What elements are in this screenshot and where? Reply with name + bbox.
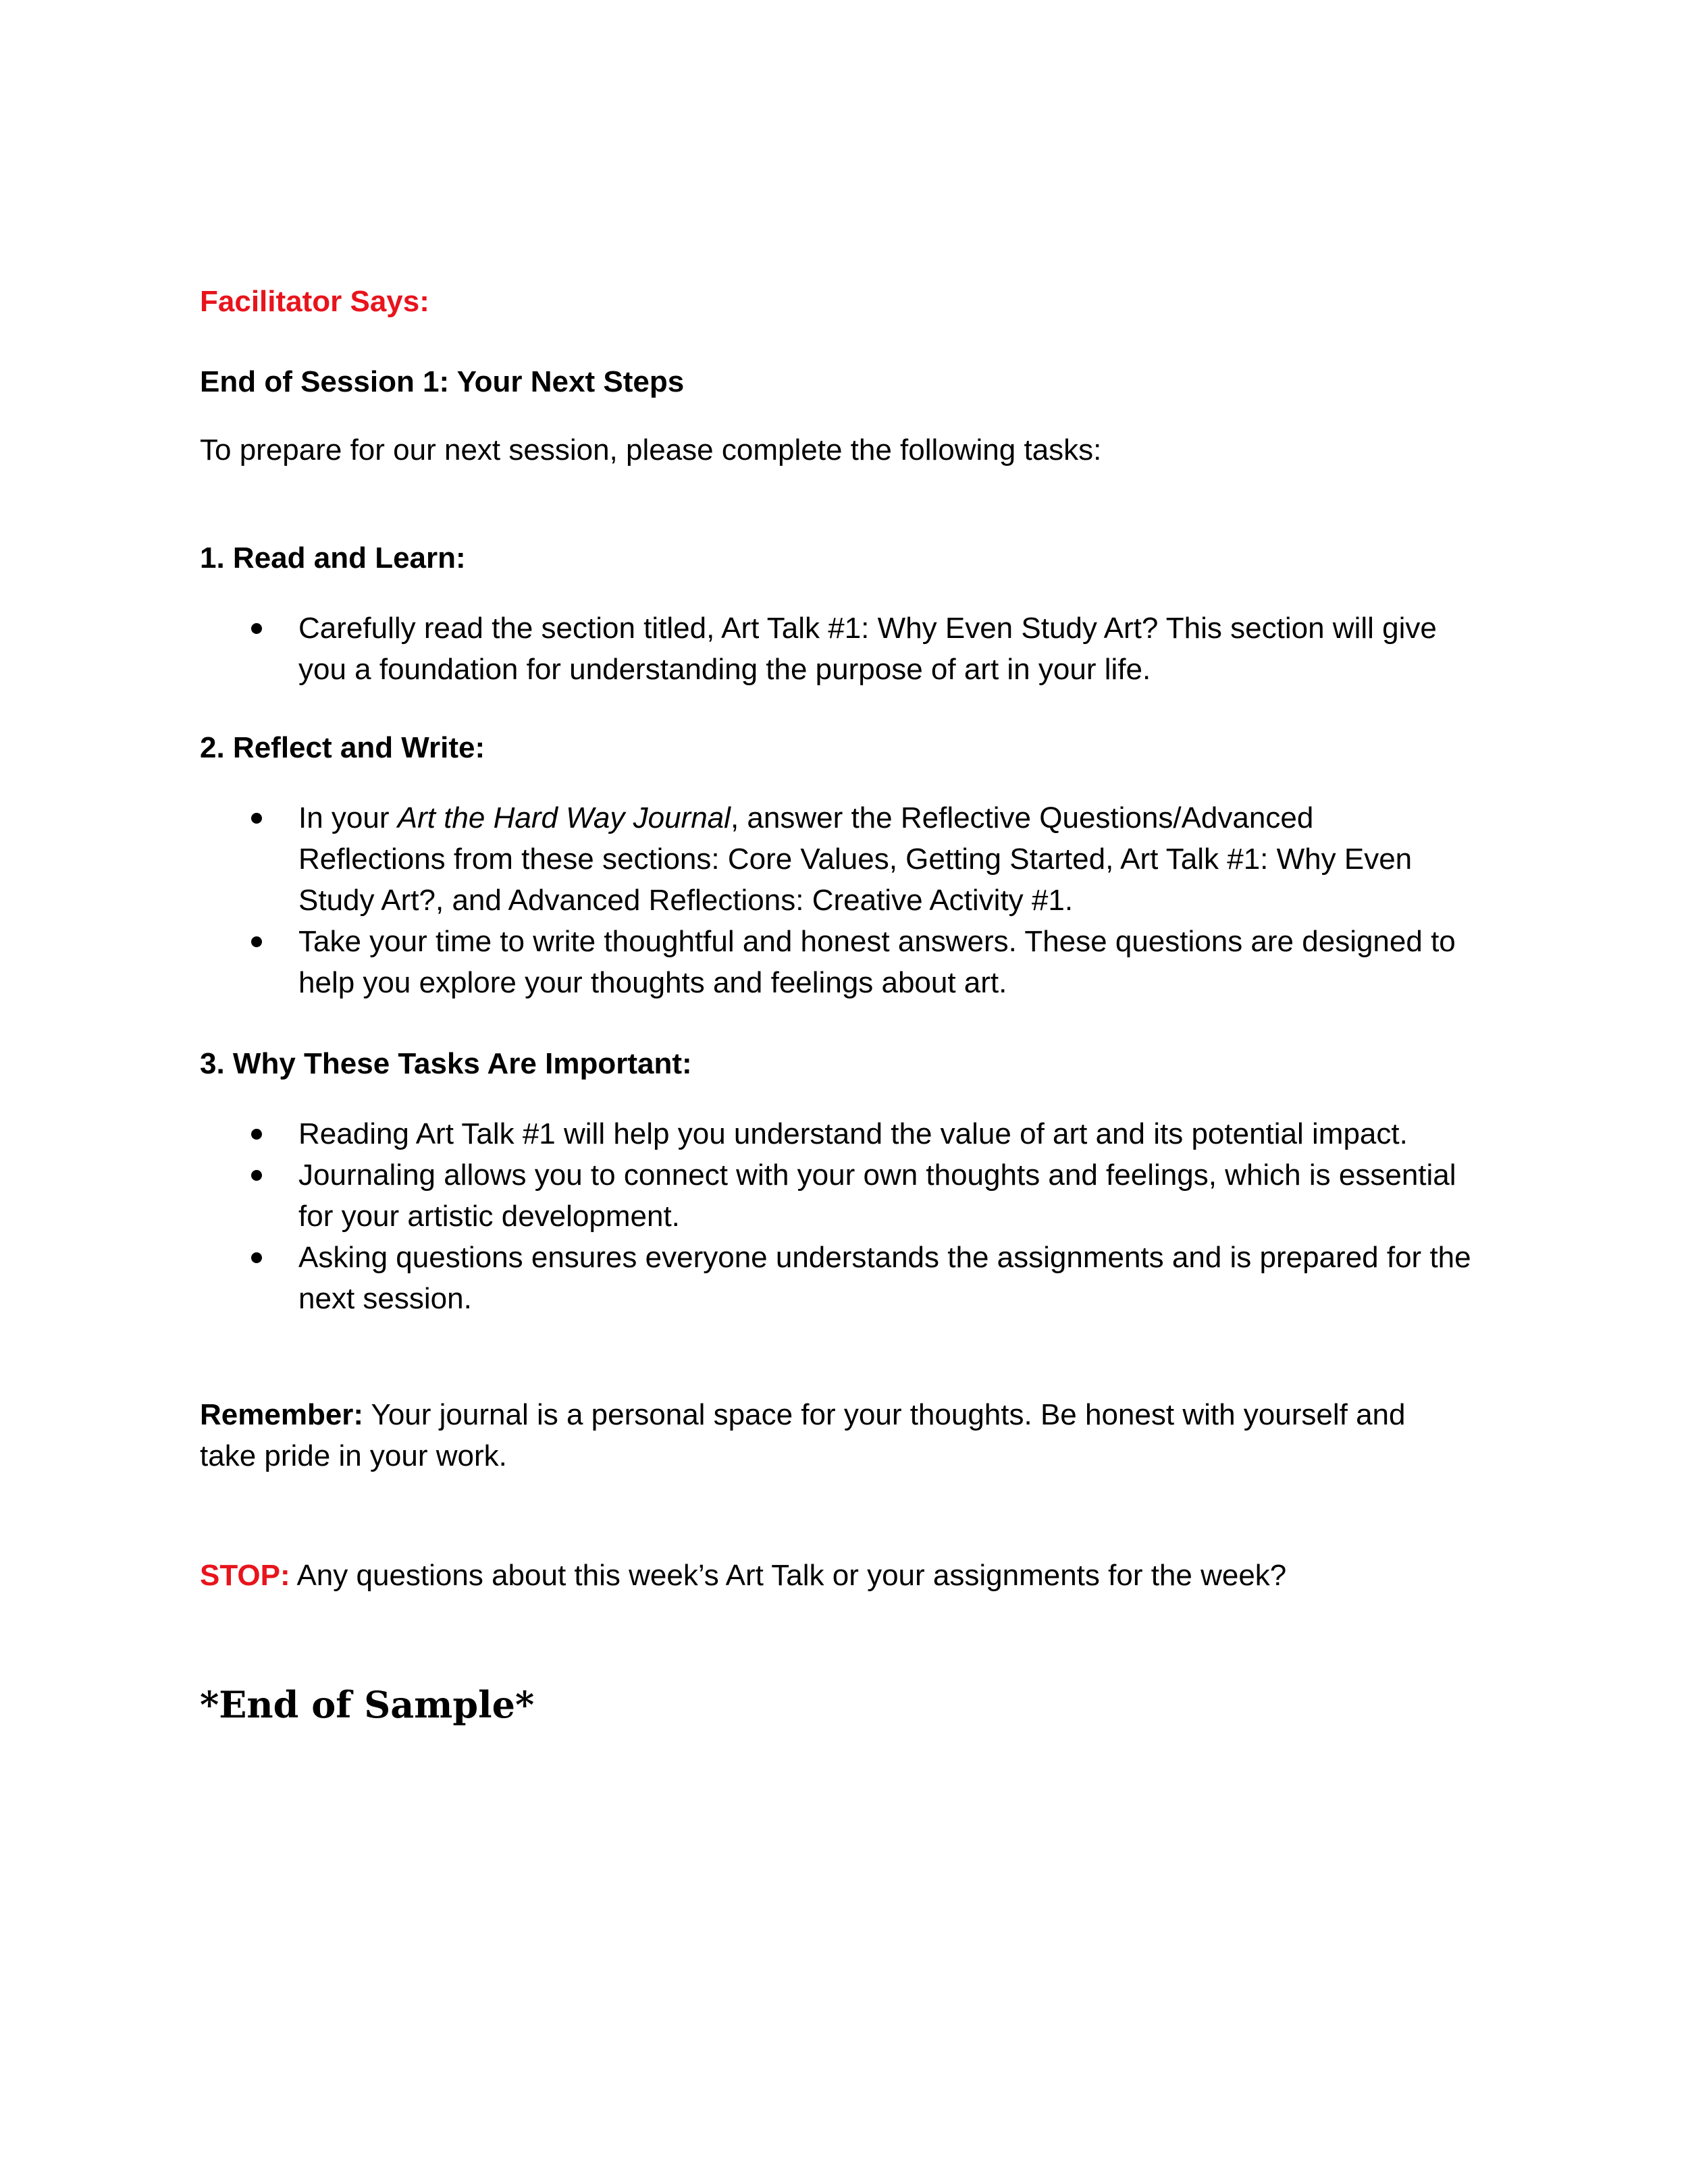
bullet-icon — [251, 1170, 262, 1181]
bullet-icon — [251, 1252, 262, 1263]
session-heading: End of Session 1: Your Next Steps — [200, 365, 685, 398]
section-title-reflect-write: 2. Reflect and Write: — [200, 731, 485, 764]
facilitator-label: Facilitator Says: — [200, 285, 429, 318]
journal-title: Art the Hard Way Journal — [397, 801, 731, 834]
remember-label: Remember: — [200, 1398, 364, 1431]
list-item: Asking questions ensures everyone understands the assignments and is prepared for the next session. — [200, 1237, 1510, 1319]
stop-paragraph: STOP: Any questions about this week’s Art Talk or your assignments for the week? — [200, 1559, 1287, 1592]
section-title-why-important: 3. Why These Tasks Are Important: — [200, 1047, 692, 1080]
stop-label: STOP: — [200, 1559, 290, 1592]
end-of-sample: *End of Sample* — [200, 1683, 535, 1726]
intro-text: To prepare for our next session, please complete the following tasks: — [200, 433, 1102, 467]
why-important-list — [200, 1113, 1510, 1319]
bullet-icon — [251, 813, 262, 824]
read-learn-list — [200, 608, 1510, 690]
list-item: Take your time to write thoughtful and honest answers. These questions are designed to help you explore your thoughts and feelings about art. — [200, 921, 1510, 1003]
bullet-icon — [251, 623, 262, 634]
reflect-write-list — [200, 797, 1510, 1003]
remember-paragraph: Remember: Your journal is a personal space for your thoughts. Be honest with yourself and take pride in your work. — [200, 1398, 1406, 1472]
list-item: Journaling allows you to connect with your own thoughts and feelings, which is essential for your artistic development. — [200, 1154, 1510, 1237]
list-item: Carefully read the section titled, Art Talk #1: Why Even Study Art? This section will give you a foundation for understanding the purpose of art in your life. — [200, 608, 1510, 690]
list-item: In your Art the Hard Way Journal, answer the Reflective Questions/Advanced Reflections from these sections: Core Values, Getting Started, Art Talk #1: Why Even Study Art?, and Advanced Reflections: Creative Activity #1. — [200, 797, 1510, 921]
bullet-icon — [251, 1129, 262, 1140]
section-title-read-learn: 1. Read and Learn: — [200, 541, 466, 575]
bullet-icon — [251, 936, 262, 947]
list-item: Reading Art Talk #1 will help you understand the value of art and its potential impact. — [200, 1113, 1510, 1154]
